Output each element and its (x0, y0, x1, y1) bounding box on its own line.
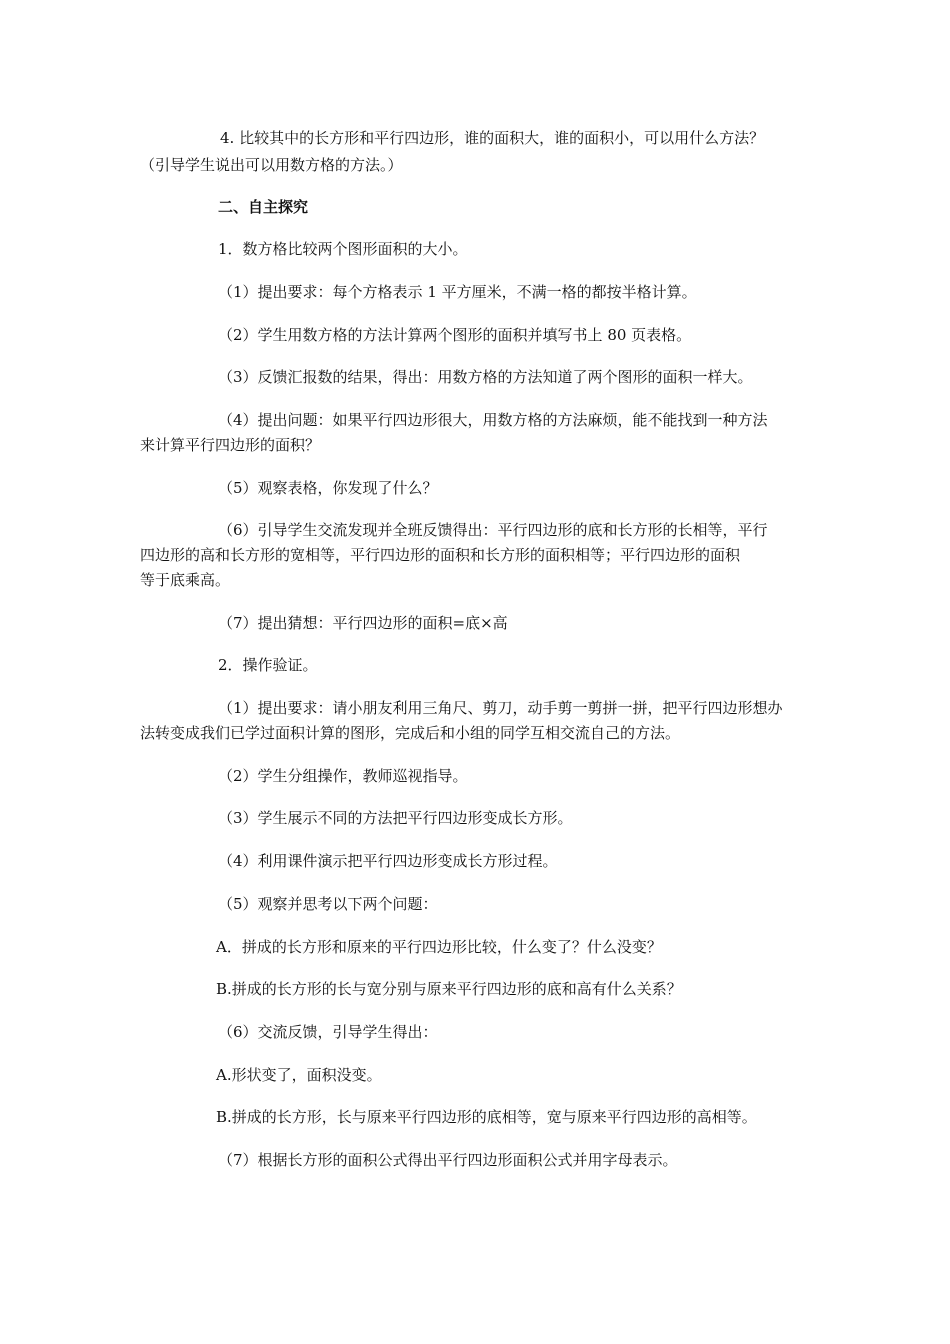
item-1-title: 1．数方格比较两个图形面积的大小。 (218, 240, 468, 258)
item-1-4-line2: 来计算平行四边形的面积？ (140, 436, 321, 454)
item-1-6-line1: （6）引导学生交流发现并全班反馈得出：平行四边形的底和长方形的长相等，平行 (218, 521, 768, 539)
item-2-2: （2）学生分组操作，教师巡视指导。 (218, 767, 468, 785)
item-1-2: （2）学生用数方格的方法计算两个图形的面积并填写书上 80 页表格。 (218, 326, 692, 344)
item-2-1-line1: （1）提出要求：请小朋友利用三角尺、剪刀，动手剪一剪拼一拼，把平行四边形想办 (218, 699, 783, 717)
item-2-6-answer-b: B.拼成的长方形，长与原来平行四边形的底相等，宽与原来平行四边形的高相等。 (216, 1108, 757, 1126)
item-2-7: （7）根据长方形的面积公式得出平行四边形面积公式并用字母表示。 (218, 1151, 678, 1169)
item-1-4-line1: （4）提出问题：如果平行四边形很大，用数方格的方法麻烦，能不能找到一种方法 (218, 411, 768, 429)
item-1-5: （5）观察表格，你发现了什么？ (218, 479, 438, 497)
item-1-6-line3: 等于底乘高。 (140, 571, 231, 589)
item-2-1-line2: 法转变成我们已学过面积计算的图形，完成后和小组的同学互相交流自己的方法。 (140, 724, 681, 742)
item-2-3: （3）学生展示不同的方法把平行四边形变成长方形。 (218, 809, 573, 827)
item-2-5-question-a: A．拼成的长方形和原来的平行四边形比较，什么变了？什么没变？ (216, 938, 662, 956)
item-2-title: 2．操作验证。 (218, 656, 318, 674)
item-2-6: （6）交流反馈，引导学生得出： (218, 1023, 438, 1041)
item-2-5: （5）观察并思考以下两个问题： (218, 895, 438, 913)
item-2-5-question-b: B.拼成的长方形的长与宽分别与原来平行四边形的底和高有什么关系？ (216, 980, 682, 998)
paragraph-4-guide: （引导学生说出可以用数方格的方法。） (140, 156, 403, 174)
paragraph-4-question: 4. 比较其中的长方形和平行四边形，谁的面积大，谁的面积小，可以用什么方法？ (220, 129, 765, 147)
item-1-6-line2: 四边形的高和长方形的宽相等，平行四边形的面积和长方形的面积相等；平行四边形的面积 (140, 546, 741, 564)
item-2-4: （4）利用课件演示把平行四边形变成长方形过程。 (218, 852, 558, 870)
item-1-3: （3）反馈汇报数的结果，得出：用数方格的方法知道了两个图形的面积一样大。 (218, 368, 753, 386)
item-2-6-answer-a: A.形状变了，面积没变。 (216, 1066, 382, 1084)
section-heading: 二、自主探究 (218, 198, 309, 216)
item-1-7: （7）提出猜想：平行四边形的面积=底×高 (218, 614, 508, 632)
item-1-1: （1）提出要求：每个方格表示 1 平方厘米，不满一格的都按半格计算。 (218, 283, 697, 301)
